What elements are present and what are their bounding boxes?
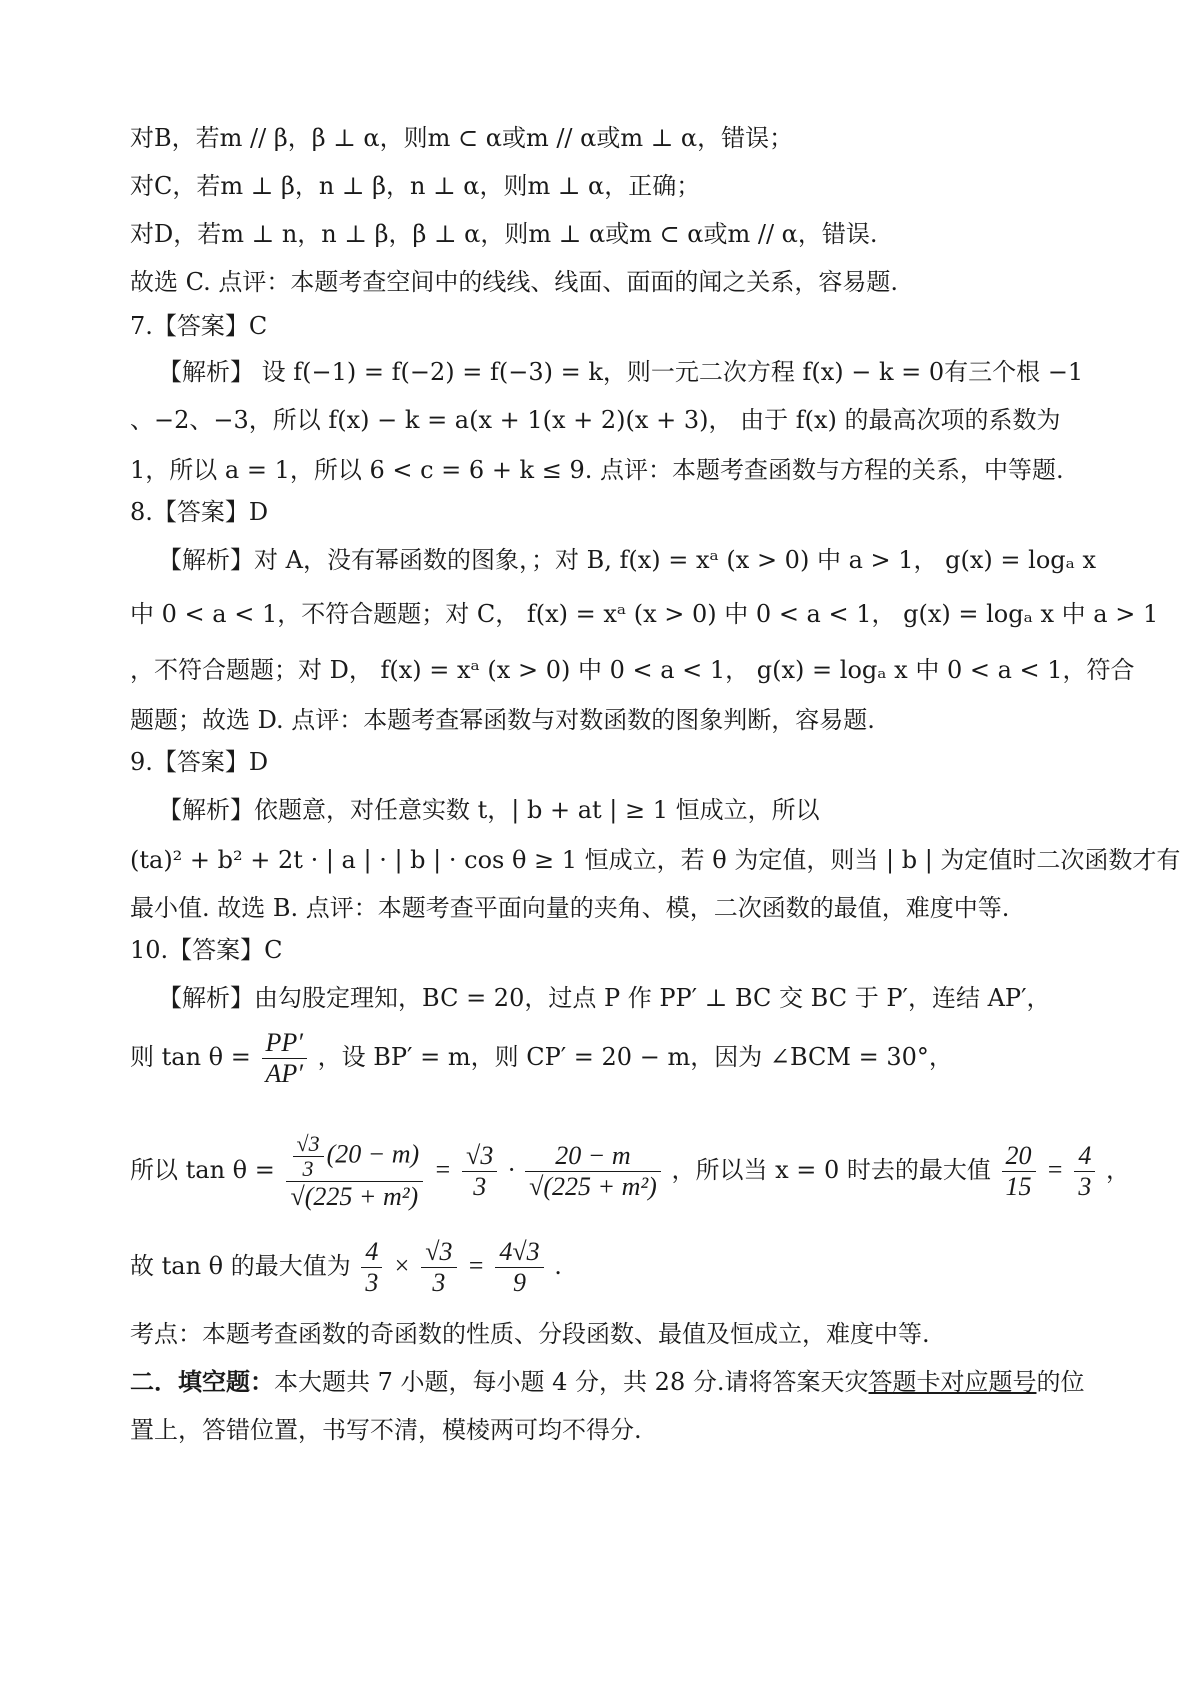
fraction-denominator: AP′ [265, 1059, 303, 1088]
text-line: 【解析】由勾股定理知，BC = 20，过点 P 作 PP′ ⊥ BC 交 BC 于 P′，连结 AP′， [158, 984, 1051, 1012]
answer-heading: 8.【答案】D [130, 498, 269, 526]
fraction-numerator: 20 − m [525, 1141, 661, 1172]
fraction-numerator: √3 [421, 1237, 456, 1268]
underlined-text: 答题卡对应题号 [868, 1368, 1037, 1396]
text-fragment: 故 tan θ 的最大值为 [130, 1252, 351, 1280]
text-line: 【解析】依题意，对任意实数 t，| b + at | ≥ 1 恒成立，所以 [158, 796, 820, 824]
dot-operator: · [507, 1155, 515, 1184]
fraction [421, 1237, 456, 1298]
fraction [1074, 1141, 1095, 1202]
text-line: 【解析】 设 f(−1) = f(−2) = f(−3) = k，则一元二次方程 f(x) − k = 0有三个根 −1 [158, 358, 1084, 386]
text-line: 考点：本题考查函数的奇函数的性质、分段函数、最值及恒成立，难度中等. [130, 1320, 930, 1348]
fraction [495, 1237, 543, 1298]
fraction-numerator: √3 [462, 1141, 497, 1172]
fraction [525, 1141, 661, 1202]
answer-heading: 9.【答案】D [130, 748, 269, 776]
period: . [554, 1252, 562, 1280]
fraction [361, 1237, 382, 1298]
fraction-denominator: 3 [432, 1268, 446, 1297]
comma: ， [1106, 1156, 1130, 1184]
text-line: ，不符合题题；对 D， f(x) = xᵃ (x > 0) 中 0 < a < 1， g(x) = logₐ x 中 0 < a < 1，符合 [130, 656, 1135, 684]
text-fragment: 则 tan θ = [130, 1043, 251, 1071]
text-line: 1，所以 a = 1，所以 6 < c = 6 + k ≤ 9. 点评：本题考查函数与方程的关系，中等题. [130, 456, 1064, 484]
times-sign: × [393, 1251, 411, 1280]
answer-heading: 10.【答案】C [130, 936, 283, 964]
formula-line [130, 1024, 1090, 1090]
text-line: (ta)² + b² + 2t · | a | · | b | · cos θ ≥ 1 恒成立，若 θ 为定值，则当 | b | 为定值时二次函数才有 [130, 846, 1181, 874]
fraction-numerator: 4 [1074, 1141, 1095, 1172]
fraction-denominator: 3 [302, 1155, 314, 1181]
text-line: 、−2、−3，所以 f(x) − k = a(x + 1(x + 2)(x + 3)， 由于 f(x) 的最高次项的系数为 [130, 406, 1061, 434]
text-fragment: 的位 [1036, 1368, 1085, 1396]
fraction-numerator: 20 [1002, 1141, 1036, 1172]
formula-line [130, 1230, 1090, 1302]
text-line: 【解析】对 A，没有幂函数的图象，；对 B, f(x) = xᵃ (x > 0) 中 a > 1， g(x) = logₐ x [158, 546, 1097, 574]
fraction-denominator: 9 [512, 1268, 526, 1297]
section-heading: 二．填空题： [130, 1367, 274, 1396]
fraction-denominator: 3 [365, 1268, 379, 1297]
text-line: 置上，答错位置，书写不清，模棱两可均不得分. [130, 1416, 642, 1444]
answer-heading: 7.【答案】C [130, 312, 268, 340]
text-line: 对D，若m ⊥ n，n ⊥ β，β ⊥ α，则m ⊥ α或m ⊂ α或m // α，错误. [130, 220, 878, 248]
text-fragment: ，设 BP′ = m，则 CP′ = 20 − m，因为 ∠BCM = 30°， [317, 1043, 953, 1071]
text-line: 中 0 < a < 1，不符合题题；对 C， f(x) = xᵃ (x > 0) 中 0 < a < 1， g(x) = logₐ x 中 a > 1 [130, 600, 1159, 628]
inner-fraction [293, 1132, 324, 1181]
text-line: 对C，若m ⊥ β，n ⊥ β，n ⊥ α，则m ⊥ α，正确； [130, 172, 701, 200]
equals-sign: = [1046, 1155, 1064, 1184]
text-line: 对B，若m // β，β ⊥ α，则m ⊂ α或m // α或m ⊥ α，错误； [130, 124, 794, 152]
fraction-denominator: √(225 + m²) [290, 1181, 419, 1211]
fraction [462, 1141, 497, 1202]
fraction-denominator: 3 [473, 1172, 487, 1201]
fraction [1002, 1141, 1036, 1202]
text-line: 题题；故选 D. 点评：本题考查幂函数与对数函数的图象判断，容易题. [130, 706, 875, 734]
fraction-numerator: 4 [361, 1237, 382, 1268]
fraction-numerator: 4√3 [495, 1237, 543, 1268]
section-line [130, 1366, 1090, 1398]
compound-fraction [286, 1132, 424, 1212]
fraction [262, 1028, 307, 1089]
text-fragment: ，所以当 x = 0 时去的最大值 [671, 1156, 991, 1184]
equals-sign: = [467, 1251, 485, 1280]
fraction-numerator [286, 1132, 424, 1182]
fraction-denominator: 15 [1005, 1172, 1032, 1201]
fraction-numerator: √3 [293, 1132, 324, 1157]
text-fragment: 所以 tan θ = [130, 1156, 275, 1184]
fraction-denominator: 3 [1078, 1172, 1092, 1201]
equals-sign: = [433, 1155, 452, 1184]
text-fragment: 本大题共 7 小题，每小题 4 分，共 28 分.请将答案天灾 [274, 1368, 869, 1396]
fraction-tail: (20 − m) [326, 1138, 420, 1168]
formula-line [130, 1118, 1130, 1222]
fraction-denominator: √(225 + m²) [529, 1172, 657, 1201]
text-line: 故选 C. 点评：本题考查空间中的线线、线面、面面的闻之关系，容易题. [130, 268, 899, 296]
fraction-numerator: PP′ [262, 1028, 307, 1059]
text-line: 最小值. 故选 B. 点评：本题考查平面向量的夹角、模，二次函数的最值，难度中等. [130, 894, 1010, 922]
